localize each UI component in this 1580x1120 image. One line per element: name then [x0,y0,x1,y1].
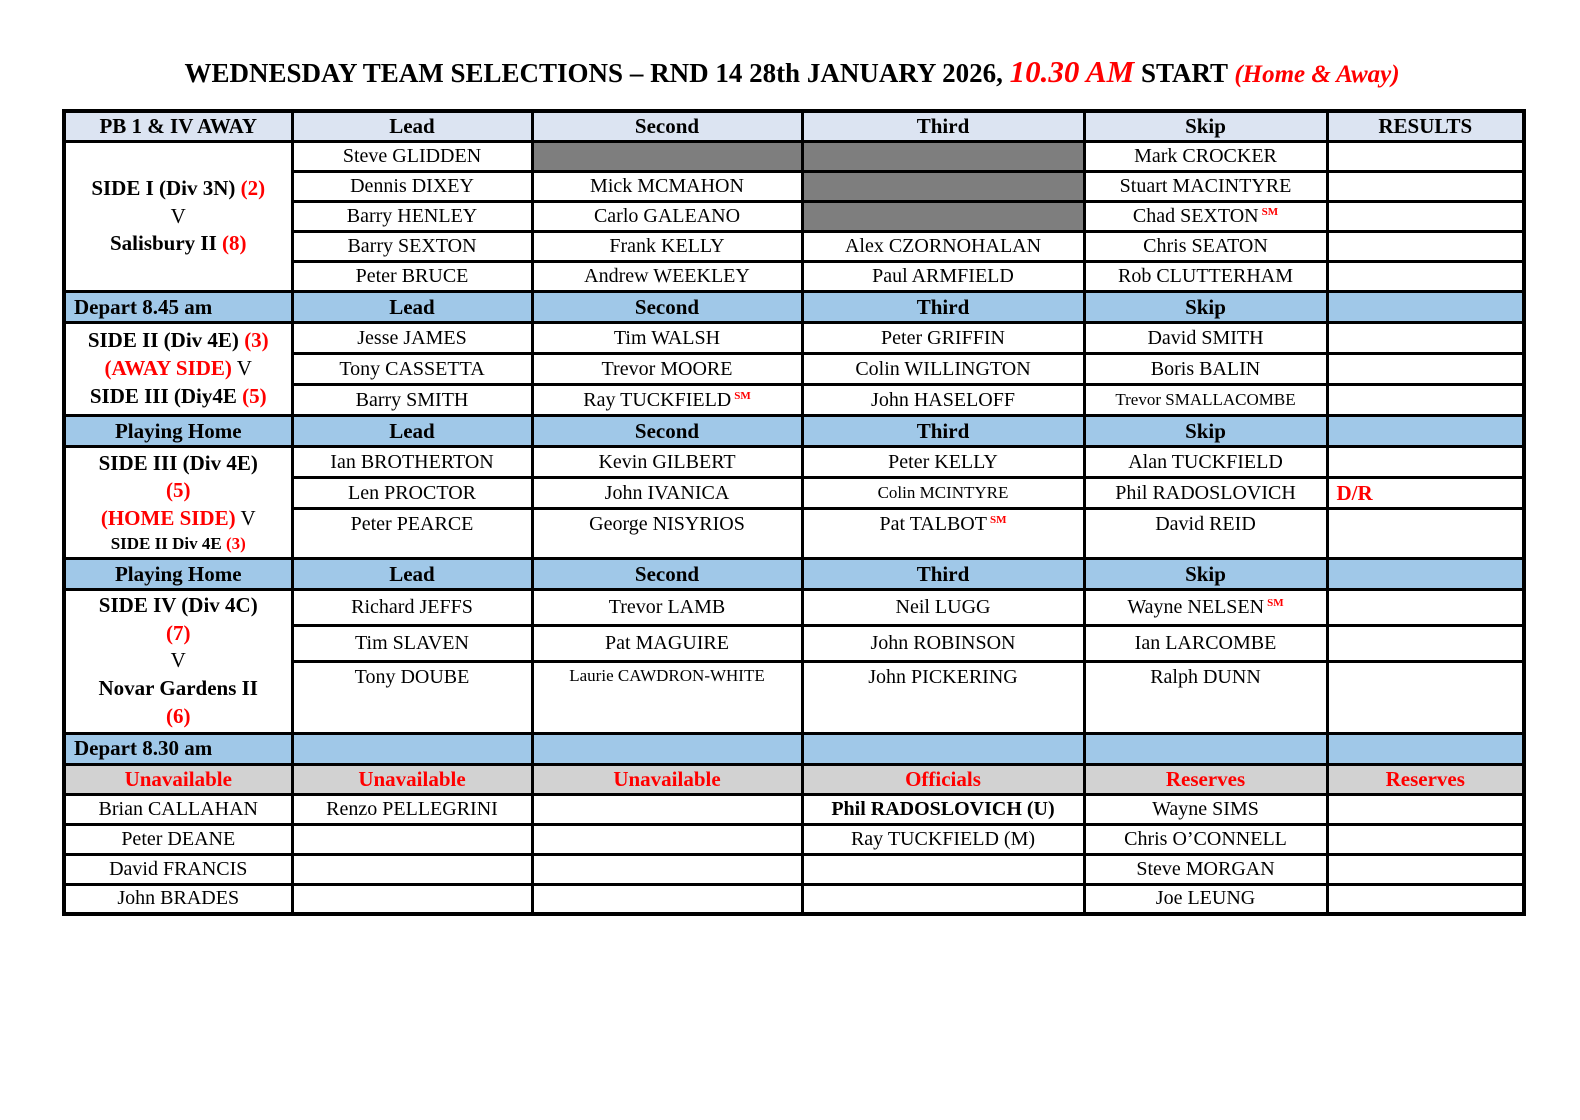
section-header-cell [1327,559,1524,590]
player-name-cell [532,262,802,292]
cell-text: Peter GRIFFIN [881,326,1005,349]
page-title [62,52,1522,95]
empty-cell [532,824,802,854]
cell-text: Laurie CAWDRON-WHITE [569,665,765,685]
player-name-cell [1084,385,1327,416]
player-name-cell [292,354,532,385]
empty-cell [1327,323,1524,354]
player-name-cell [532,509,802,559]
cell-text: Steve GLIDDEN [342,145,482,167]
player-name-cell [1084,478,1327,509]
player-name-cell [292,590,532,626]
cell-text: Len PROCTOR [348,481,476,504]
cell-text: Chris SEATON [1143,235,1268,257]
cell-text: John PICKERING [868,665,1018,688]
cell-text: Andrew WEEKLEY [584,265,750,287]
cell-text: Ray TUCKFIELD (M) [850,827,1036,850]
blocked-cell [802,202,1084,232]
cell-text: Depart 8.30 am [74,736,213,761]
cell-text: Third [916,418,970,443]
player-name-cell [802,794,1084,824]
cell-text: Trevor SMALLACOMBE [1115,390,1296,409]
cell-text: Third [916,561,970,586]
player-name-cell [532,323,802,354]
side-label-text: SIDE II Div 4E [110,533,226,553]
cell-text: Trevor MOORE [601,357,733,380]
empty-cell [1327,172,1524,202]
player-name-cell [802,354,1084,385]
side-label-text: (3) [225,533,246,553]
player-name-cell [292,478,532,509]
section-header-cell [292,292,532,323]
cell-text: Steve MORGAN [1136,857,1275,880]
section-header-cell [1327,733,1524,764]
cell-text: Unavailable [613,766,721,791]
player-name-cell [292,202,532,232]
empty-cell [1327,385,1524,416]
cell-text: Ray TUCKFIELD [583,388,732,411]
cell-text: David FRANCIS [109,857,248,880]
title-home-away: (Home & Away) [1234,61,1400,88]
depart-845-cell [64,292,292,323]
selections-table [62,109,1526,916]
cell-text: Ralph DUNN [1150,665,1261,688]
side-label-text: (2) [240,175,266,200]
cell-text: Barry HENLEY [346,205,478,227]
player-name-cell [802,509,1084,559]
empty-cell [532,884,802,914]
player-name-cell [1084,202,1327,232]
empty-cell [1327,884,1524,914]
section-header-cell [1084,292,1327,323]
side-label-text: V [231,356,252,381]
cell-text: Peter PEARCE [350,513,474,535]
cell-text: Depart 8.45 am [74,294,213,319]
blocked-cell [532,142,802,172]
cell-text: Barry SEXTON [347,235,477,257]
player-name-cell [802,323,1084,354]
cell-text: Playing Home [114,418,242,443]
cell-text: Phil RADOSLOVICH (U) [831,797,1055,820]
empty-cell [1327,824,1524,854]
section-header-cell [1084,559,1327,590]
empty-cell [292,854,532,884]
cell-text: Phil RADOSLOVICH [1115,481,1296,504]
cell-text: Peter DEANE [121,827,236,850]
player-name-cell [532,232,802,262]
cell-text: Wayne NELSEN [1127,595,1265,618]
unavailable-header-cell [532,764,802,794]
player-name-cell [532,447,802,478]
cell-text: Colin MCINTYRE [877,483,1009,502]
player-name-cell [1084,661,1327,733]
player-name-cell [1084,854,1327,884]
player-name-cell [1084,262,1327,292]
title-start-time: 10.30 AM [1009,54,1135,89]
player-name-cell [532,385,802,416]
cell-text: Brian CALLAHAN [98,797,258,820]
empty-cell [1327,625,1524,661]
side-label-text: (8) [222,231,247,256]
section-header-cell [532,559,802,590]
column-header-third [802,111,1084,142]
cell-text: D/R [1336,480,1373,505]
empty-cell [1327,142,1524,172]
cell-text: Barry SMITH [355,388,469,411]
cell-text: Pat TALBOT [879,513,987,535]
player-name-cell [532,590,802,626]
blocked-cell [802,142,1084,172]
cell-text: Peter BRUCE [355,265,469,287]
cell-text: Trevor LAMB [608,595,726,618]
player-name-cell [532,661,802,733]
player-name-cell [292,323,532,354]
player-name-cell [1084,323,1327,354]
unavailable-header-cell [64,764,292,794]
cell-text: PB 1 & IV AWAY [99,114,258,138]
reserves-header-cell [1327,764,1524,794]
side-label-text: SIDE II (Div 4E) [87,328,245,353]
sm-superscript: SM [989,514,1007,526]
player-name-cell [802,625,1084,661]
cell-text: Second [634,114,700,138]
column-header-second [532,111,802,142]
player-name-cell [532,202,802,232]
cell-text: Wayne SIMS [1152,797,1259,820]
sm-superscript: SM [1267,596,1284,609]
cell-text: Unavailable [124,766,232,791]
side-label-text: Novar Gardens II [98,676,258,701]
cell-text: John BRADES [117,887,240,910]
player-name-cell [802,478,1084,509]
player-name-cell [1084,142,1327,172]
empty-cell [1327,262,1524,292]
side-label-cell [64,590,292,734]
side-label-text: (5) [242,383,267,408]
section-header-cell [802,292,1084,323]
section-header-cell [532,292,802,323]
section-header-cell [292,559,532,590]
cell-text: Dennis DIXEY [350,175,474,197]
column-header-lead [292,111,532,142]
sm-superscript: SM [1261,206,1279,218]
cell-text: Carlo GALEANO [593,205,741,227]
playing-home-cell [64,416,292,447]
side-label-text: (3) [244,328,269,353]
cell-text: Lead [389,418,435,443]
side-label-text: V [170,203,186,228]
cell-text: Ian LARCOMBE [1134,631,1277,654]
empty-cell [532,794,802,824]
section-header-cell [1084,416,1327,447]
side-label-cell [64,447,292,559]
player-name-cell [1084,354,1327,385]
corner-header [64,111,292,142]
section-header-cell [1327,292,1524,323]
cell-text: Second [634,294,700,319]
player-name-cell [64,794,292,824]
side-label-text: (6) [166,703,191,728]
cell-text: Stuart MACINTYRE [1119,175,1292,197]
cell-text: Joe LEUNG [1155,887,1256,910]
player-name-cell [292,661,532,733]
section-header-cell [802,733,1084,764]
empty-cell [292,824,532,854]
cell-text: Tim SLAVEN [355,631,469,654]
section-header-cell [802,416,1084,447]
cell-text: Tony CASSETTA [339,357,485,380]
player-name-cell [1084,172,1327,202]
cell-text: Second [634,561,700,586]
player-name-cell [292,172,532,202]
cell-text: Alex CZORNOHALAN [844,235,1042,257]
cell-text: John HASELOFF [871,388,1015,411]
section-header-cell [802,559,1084,590]
cell-text: Rob CLUTTERHAM [1118,265,1293,287]
player-name-cell [1084,590,1327,626]
section-header-cell [292,733,532,764]
side-label-text: SIDE III (Div 4E) [98,450,258,475]
cell-text: Frank KELLY [609,235,725,257]
side-label-text: Salisbury II [109,231,223,256]
cell-text: Renzo PELLEGRINI [326,797,498,820]
cell-text: Pat MAGUIRE [605,631,729,654]
cell-text: Paul ARMFIELD [872,265,1014,287]
empty-cell [802,854,1084,884]
cell-text: Mark CROCKER [1134,145,1277,167]
cell-text: Skip [1185,294,1226,319]
player-name-cell [292,509,532,559]
empty-cell [1327,232,1524,262]
cell-text: George NISYRIOS [589,513,745,535]
empty-cell [1327,590,1524,626]
player-name-cell [1084,884,1327,914]
side-label-text: (AWAY SIDE) [104,356,232,381]
empty-cell [1327,202,1524,232]
cell-text: Unavailable [358,766,466,791]
player-name-cell [64,884,292,914]
cell-text: Chad SEXTON [1132,205,1259,227]
player-name-cell [802,824,1084,854]
player-name-cell [802,590,1084,626]
player-name-cell [532,354,802,385]
cell-text: Ian BROTHERTON [330,450,494,473]
sm-superscript: SM [734,389,751,402]
player-name-cell [802,447,1084,478]
side-label-text: V [170,648,186,673]
cell-text: Skip [1185,561,1226,586]
side-label-text: (7) [166,620,191,645]
side-label-cell [64,142,292,292]
section-header-cell [532,733,802,764]
cell-text: Colin WILLINGTON [855,357,1031,380]
player-name-cell [1084,625,1327,661]
empty-cell [292,884,532,914]
empty-cell [802,884,1084,914]
title-text-2: START [1134,58,1235,88]
player-name-cell [292,794,532,824]
side-label-text: V [235,506,256,531]
cell-text: Lead [389,114,435,138]
player-name-cell [1084,794,1327,824]
cell-text: Jesse JAMES [357,326,467,349]
player-name-cell [292,447,532,478]
cell-text: Reserves [1165,766,1246,791]
player-name-cell [292,232,532,262]
empty-cell [1327,854,1524,884]
cell-text: Skip [1185,418,1226,443]
player-name-cell [532,172,802,202]
side-label-text: SIDE IV (Div 4C) [98,593,258,617]
cell-text: Officials [905,766,981,791]
player-name-cell [802,232,1084,262]
empty-cell [1327,509,1524,559]
empty-cell [1327,794,1524,824]
cell-text: Lead [389,561,435,586]
section-header-cell [292,416,532,447]
player-name-cell [64,824,292,854]
player-name-cell [802,262,1084,292]
empty-cell [532,854,802,884]
cell-text: Neil LUGG [895,595,991,618]
cell-text: Kevin GILBERT [598,450,736,473]
side-label-text: (5) [166,478,191,503]
cell-text: David SMITH [1147,326,1264,349]
depart-830-cell [64,733,292,764]
player-name-cell [532,625,802,661]
blocked-cell [802,172,1084,202]
player-name-cell [1084,824,1327,854]
cell-text: Richard JEFFS [351,595,473,618]
empty-cell [1327,447,1524,478]
cell-text: Playing Home [114,561,242,586]
side-label-text: (HOME SIDE) [100,506,236,531]
cell-text: Lead [389,294,435,319]
player-name-cell [532,478,802,509]
side-label-text: SIDE I (Div 3N) [91,175,241,200]
player-name-cell [292,625,532,661]
column-header-results [1327,111,1524,142]
player-name-cell [1084,232,1327,262]
cell-text: Chris O’CONNELL [1124,827,1287,850]
cell-text: Second [634,418,700,443]
cell-text: Third [916,294,970,319]
cell-text: Reserves [1385,766,1465,791]
player-name-cell [1084,447,1327,478]
officials-header-cell [802,764,1084,794]
playing-home-cell [64,559,292,590]
player-name-cell [64,854,292,884]
player-name-cell [292,385,532,416]
player-name-cell [1084,509,1327,559]
result-cell [1327,478,1524,509]
cell-text: Boris BALIN [1150,357,1261,380]
player-name-cell [802,661,1084,733]
cell-text: John IVANICA [604,481,730,504]
cell-text: David REID [1155,513,1256,535]
empty-cell [1327,354,1524,385]
player-name-cell [802,385,1084,416]
cell-text: Skip [1185,114,1226,138]
title-text: WEDNESDAY TEAM SELECTIONS – RND 14 28th JANUARY 2026, [184,58,1010,88]
reserves-header-cell [1084,764,1327,794]
cell-text: Alan TUCKFIELD [1128,450,1283,473]
side-label-cell [64,323,292,416]
cell-text: Peter KELLY [888,450,998,473]
unavailable-header-cell [292,764,532,794]
cell-text: John ROBINSON [870,631,1016,654]
cell-text: Tim WALSH [613,326,721,349]
cell-text: Third [916,114,970,138]
empty-cell [1327,661,1524,733]
side-label-text: SIDE III (Diy4E [89,383,243,408]
section-header-cell [1327,416,1524,447]
section-header-cell [1084,733,1327,764]
cell-text: RESULTS [1378,114,1473,138]
player-name-cell [292,262,532,292]
section-header-cell [532,416,802,447]
column-header-skip [1084,111,1327,142]
cell-text: Tony DOUBE [354,665,470,688]
cell-text: Mick MCMAHON [590,175,744,197]
player-name-cell [292,142,532,172]
